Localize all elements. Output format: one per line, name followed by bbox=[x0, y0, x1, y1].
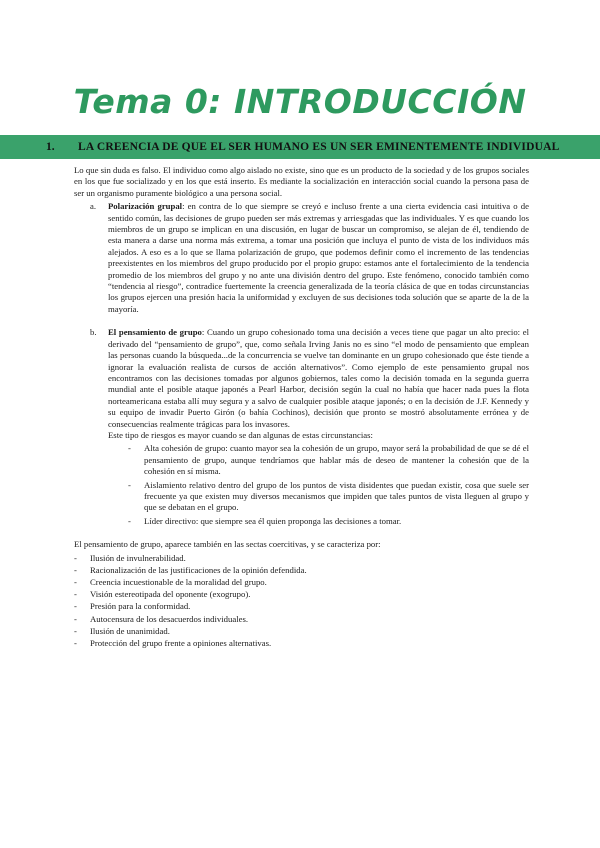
document-body bbox=[74, 165, 529, 649]
item-a-term: Polarización grupal bbox=[108, 201, 183, 212]
risk-dash: - bbox=[128, 479, 131, 490]
item-b-term: El pensamiento de grupo bbox=[108, 327, 202, 338]
risk-text: Aislamiento relativo dentro del grupo de los puntos de vista disidentes que puedan existir, cosa que suele ser frecuente ya que existen muy diversos mecanismos que impiden que tales puntos de vista lleguen al grupo y que se debatan en el grupo. bbox=[144, 479, 529, 513]
list-item bbox=[74, 600, 529, 612]
section-header-bar bbox=[0, 135, 600, 159]
list-item-text: Autocensura de los desacuerdos individuales. bbox=[90, 613, 249, 624]
list-dash: - bbox=[74, 564, 77, 575]
list-item bbox=[74, 625, 529, 637]
list-item-text: Presión para la conformidad. bbox=[90, 601, 191, 612]
item-a-text: : en contra de lo que siempre se creyó e incluso frente a una cierta evidencia casi intuitiva o de sentido común, las decisiones de grupo pueden ser más extremas y arriesgadas que las individuales. Y es que cuando los miembros de un grupo se implican en una discusión, en lugar de buscar un compromiso, se alejan de él, tendiendo de esta manera a darse una norma más extrema, a tomar una posición que incluya el punto de vista de los individuos más alejados. A eso es a lo que se llama polarización de grupo, que podemos definir como el incremento de las tendencias preexistentes en los miembros del grupo producido por el propio grupo: estamos ante el fortalecimiento de la tendencia promedio de los miembros del grupo y no ante una división dentro del grupo. Este fenómeno, conocido también como “tendencia al riesgo”, contradice fuertemente la creencia generalizada de la teoría clásica de que en todas circunstancias los grupos ejercen una presión hacia la uniformidad y excluyen de sus decisiones toda solución que se aparte de la de la mayoría. bbox=[108, 201, 529, 314]
list-dash: - bbox=[74, 577, 77, 587]
section-number: 1. bbox=[46, 141, 55, 153]
list-item bbox=[74, 588, 529, 600]
item-a bbox=[74, 201, 529, 315]
risk-dash: - bbox=[128, 515, 131, 526]
list-item bbox=[74, 576, 529, 588]
list-item-text: Ilusión de unanimidad. bbox=[90, 625, 170, 636]
item-b-label: b. bbox=[90, 327, 97, 338]
item-b-text: : Cuando un grupo cohesionado toma una decisión a veces tiene que pagar un alto precio: el derivado del “pensamiento de grupo”, que, como señala Irving Janis no es sino “el modo de pensamiento que emplean las personas cuando la búsqueda...de la concurrencia se vuelve tan dominante en un grupo cohesionado que éste tiende a ignorar la evaluación realista de cursos de acción alternativos”. Como ejemplo de este pensamiento grupal nos encontramos con las decisiones tomadas por algunos gobiernos, tales como la decisión tomada en la segunda guerra mundial ante el posible ataque japonés a Pearl Harbor, decisión según la cual no había que hacer nada pues la flota norteamericana estaba allí muy segura y a salvo de cualquier posible ataque japonés; o en la decisión de J.F. Kennedy y su equipo de invadir Puerto Girón (o bahía Cochinos), decisión que pronto se mostró absolutamente errónea y de consecuencias realmente trágicas para los invasores. bbox=[108, 327, 530, 429]
list-dash: - bbox=[74, 638, 77, 649]
risk-item bbox=[108, 516, 529, 527]
risk-item bbox=[108, 443, 529, 477]
item-b bbox=[74, 327, 529, 527]
item-a-paragraph bbox=[108, 201, 529, 315]
list-item bbox=[74, 552, 529, 564]
risks-intro: Este tipo de riesgos es mayor cuando se dan algunas de estas circunstancias: bbox=[108, 429, 373, 440]
list-dash: - bbox=[74, 552, 77, 563]
page-title: Tema 0: INTRODUCCIÓN bbox=[73, 82, 527, 121]
list-item bbox=[74, 613, 529, 625]
sects-intro: El pensamiento de grupo, aparece también en las sectas coercitivas, y se caracteriza por: bbox=[74, 539, 381, 550]
risk-text: Líder directivo: que siempre sea él quien proponga las decisiones a tomar. bbox=[144, 515, 402, 526]
list-item-text: Visión estereotipada del oponente (exogrupo). bbox=[90, 589, 251, 600]
list-dash: - bbox=[74, 613, 77, 624]
list-item-text: Racionalización de las justificaciones de la opinión defendida. bbox=[90, 564, 307, 575]
item-a-label: a. bbox=[90, 201, 97, 212]
list-dash: - bbox=[74, 589, 77, 600]
item-b-paragraph bbox=[108, 327, 529, 430]
risk-dash: - bbox=[128, 443, 131, 454]
sects-list bbox=[74, 552, 529, 650]
section-heading: LA CREENCIA DE QUE EL SER HUMANO ES UN SER EMINENTEMENTE INDIVIDUAL bbox=[78, 141, 560, 153]
list-item-text: Creencia incuestionable de la moralidad del grupo. bbox=[90, 577, 267, 587]
list-item-text: Protección del grupo frente a opiniones alternativas. bbox=[90, 638, 272, 649]
list-dash: - bbox=[74, 625, 77, 636]
list-dash: - bbox=[74, 601, 77, 612]
risk-text: Alta cohesión de grupo: cuanto mayor sea la cohesión de un grupo, mayor será la probabilidad de que se dé el pensamiento de grupo, aunque tendríamos que hablar más de deseo de mantener la cohesión que de la cohesión en sí misma. bbox=[144, 443, 529, 477]
list-item-text: Ilusión de invulnerabilidad. bbox=[90, 552, 186, 563]
list-item bbox=[74, 564, 529, 576]
intro-paragraph: Lo que sin duda es falso. El individuo como algo aislado no existe, sino que es un producto de la sociedad y de los grupos sociales en los que fue socializado y en los que está inserto. Es mediante la socialización en interacción social cuando la persona pasa de ser un organismo puramente biológico a una persona social. bbox=[74, 165, 529, 198]
list-item bbox=[74, 637, 529, 649]
risk-item bbox=[108, 480, 529, 514]
